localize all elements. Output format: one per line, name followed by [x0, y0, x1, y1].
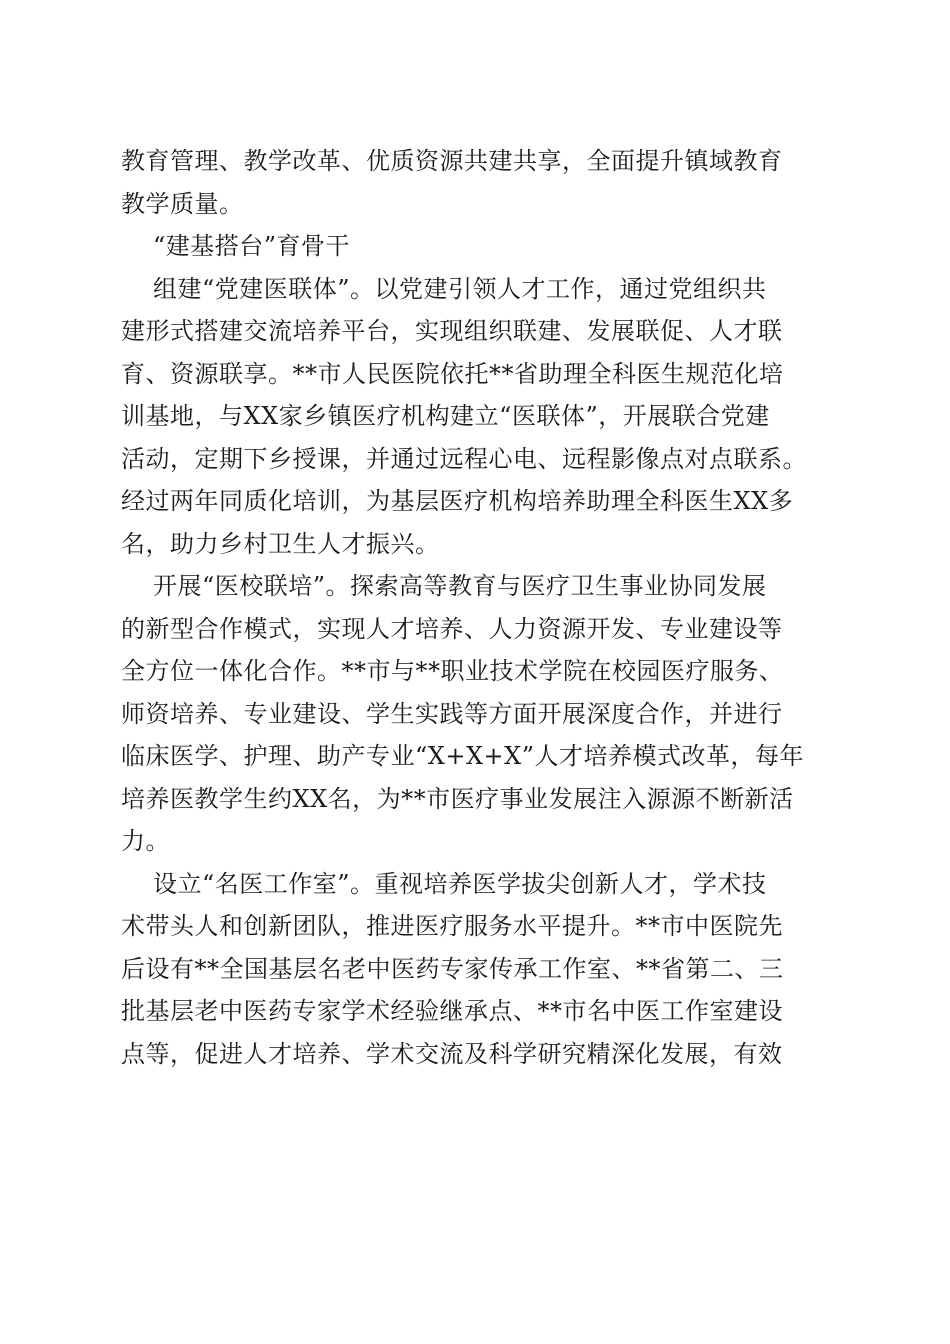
text-line: 教育管理、教学改革、优质资源共建共享，全面提升镇域教育	[121, 147, 783, 175]
paragraph-start: 设立“名医工作室”。重视培养医学拔尖创新人才，学术技	[153, 869, 767, 898]
text-line: 名，助力乡村卫生人才振兴。	[121, 529, 440, 558]
paragraph-start: 开展“医校联培”。探索高等教育与医疗卫生事业协同发展	[153, 572, 767, 600]
text-line: 术带头人和创新团队，推进医疗服务水平提升。**市中医院先	[121, 912, 783, 940]
text-line: 活动，定期下乡授课，并通过远程心电、远程影像点对点联系。	[121, 444, 807, 473]
text-line: 育、资源联享。**市人民医院依托**省助理全科医生规范化培	[121, 359, 784, 388]
text-line: 全方位一体化合作。**市与**职业技术学院在校园医疗服务、	[121, 657, 784, 685]
text-line: 培养医教学生约XX名，为**市医疗事业发展注入源源不断新活	[121, 784, 794, 813]
text-line: 的新型合作模式，实现人才培养、人力资源开发、专业建设等	[121, 614, 783, 643]
text-line: 点等，促进人才培养、学术交流及科学研究精深化发展，有效	[121, 1039, 783, 1068]
text-line: 训基地，与XX家乡镇医疗机构建立“医联体”，开展联合党建	[121, 402, 770, 430]
section-heading: “建基搭台”育骨干	[153, 232, 351, 260]
text-line: 后设有**全国基层名老中医药专家传承工作室、**省第二、三	[121, 954, 784, 983]
text-line: 临床医学、护理、助产专业“X+X+X”人才培养模式改革，每年	[121, 742, 805, 770]
text-line: 经过两年同质化培训，为基层医疗机构培养助理全科医生XX多	[121, 487, 794, 515]
text-line: 力。	[121, 827, 170, 855]
text-line: 师资培养、专业建设、学生实践等方面开展深度合作，并进行	[121, 699, 783, 728]
text-line: 教学质量。	[121, 189, 244, 218]
text-line: 建形式搭建交流培养平台，实现组织联建、发展联促、人才联	[121, 317, 783, 345]
document-body	[121, 140, 836, 1075]
text-line: 批基层老中医药专家学术经验继承点、**市名中医工作室建设	[121, 997, 783, 1025]
paragraph-start: 组建“党建医联体”。以党建引领人才工作，通过党组织共	[153, 274, 767, 303]
